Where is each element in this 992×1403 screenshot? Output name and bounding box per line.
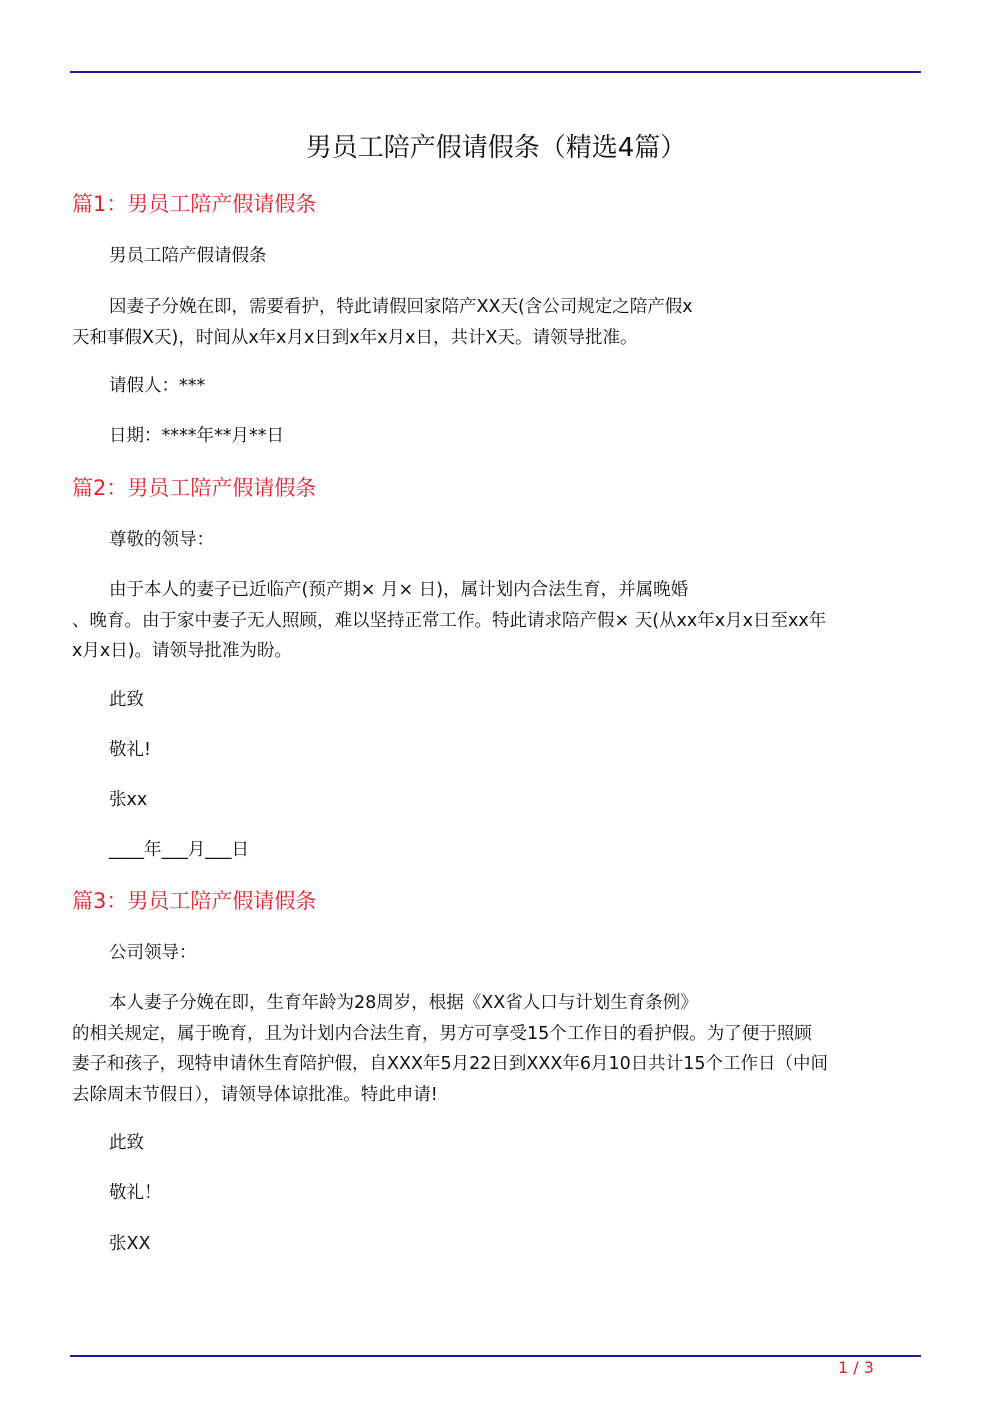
document-title: 男员工陪产假请假条（精选4篇）: [305, 133, 687, 163]
paragraph: [72, 735, 932, 766]
paragraph-line: 男员工陪产假请假条: [109, 246, 267, 266]
paragraph-line: 敬礼！: [109, 1183, 162, 1203]
paragraph-line: 由于本人的妻子已近临产(预产期× 月× 日)，属计划内合法生育，并属晚婚: [109, 580, 689, 600]
paragraph-line: x月x日)。请领导批准为盼。: [72, 641, 293, 661]
section-heading: 篇1：男员工陪产假请假条: [72, 192, 317, 216]
paragraph: [72, 371, 932, 402]
header-rule: [70, 71, 921, 73]
paragraph-line: 公司领导：: [109, 943, 197, 963]
paragraph: [72, 938, 932, 969]
paragraph-line: 尊敬的领导：: [109, 530, 214, 550]
footer-rule: [70, 1355, 921, 1357]
paragraph-line: 、晚育。由于家中妻子无人照顾，难以坚持正常工作。特此请求陪产假× 天(从xx年x月x日至xx年: [72, 610, 827, 631]
paragraph: [72, 988, 932, 1110]
paragraph: [72, 1178, 932, 1209]
section-heading: 篇2：男员工陪产假请假条: [72, 476, 317, 500]
paragraph: [72, 1229, 932, 1260]
paragraph: [72, 292, 932, 353]
paragraph-line: 请假人：***: [109, 376, 206, 396]
page-number: 1 / 3: [838, 1358, 874, 1377]
paragraph: [72, 575, 932, 667]
paragraph: [72, 835, 932, 866]
paragraph: [72, 685, 932, 716]
paragraph: [72, 421, 932, 452]
section-heading: 篇3：男员工陪产假请假条: [72, 889, 317, 913]
paragraph-line: 张XX: [109, 1234, 151, 1254]
paragraph-line: 妻子和孩子，现特申请休生育陪护假，自XXX年5月22日到XXX年6月10日共计15个工作日（中间: [72, 1054, 829, 1074]
paragraph-line: 日期：****年**月**日: [109, 426, 284, 446]
paragraph: [72, 1128, 932, 1159]
paragraph-line: 此致: [109, 690, 144, 710]
paragraph-line: 此致: [109, 1133, 144, 1153]
paragraph-line: 因妻子分娩在即，需要看护，特此请假回家陪产XX天(含公司规定之陪产假x: [109, 297, 693, 317]
paragraph-line: 张xx: [109, 790, 148, 810]
paragraph-line: 去除周末节假日），请领导体谅批准。特此申请!: [72, 1084, 438, 1105]
paragraph-line: 天和事假X天)，时间从x年x月x日到x年x月x日，共计X天。请领导批准。: [72, 327, 638, 348]
paragraph-line: 的相关规定，属于晚育，且为计划内合法生育，男方可享受15个工作日的看护假。为了便于照顾: [72, 1023, 812, 1044]
paragraph: [72, 525, 932, 556]
paragraph: [72, 785, 932, 816]
paragraph-line: 敬礼!: [109, 740, 152, 760]
paragraph: [72, 241, 932, 272]
paragraph-line: ____年___月___日: [109, 840, 249, 860]
paragraph-line: 本人妻子分娩在即，生育年龄为28周岁，根据《XX省人口与计划生育条例》: [109, 993, 698, 1013]
